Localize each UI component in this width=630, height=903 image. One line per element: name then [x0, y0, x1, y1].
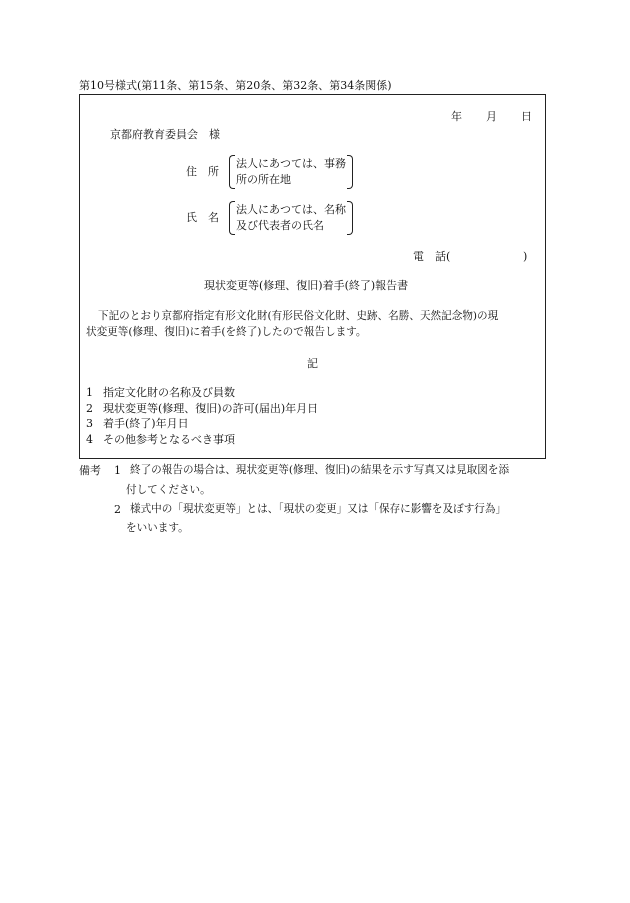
- remark-number: 1: [114, 464, 121, 477]
- ki-heading: 記: [307, 357, 318, 370]
- date-day-label: 日: [521, 110, 532, 123]
- address-label: 住 所: [186, 165, 219, 178]
- item-number: 2: [86, 402, 93, 415]
- date-year-label: 年: [451, 110, 462, 123]
- remarks-label: 備考: [79, 464, 101, 477]
- name-label: 氏 名: [186, 211, 219, 224]
- document-title: 現状変更等(修理、復旧)着手(終了)報告書: [204, 279, 409, 292]
- remark-note2-line1: 様式中の「現状変更等」とは、「現状の変更」又は「保存に影響を及ぼす行為」: [130, 503, 507, 515]
- remark-note1-line1: 終了の報告の場合は、現状変更等(修理、復旧)の結果を示す写真又は見取図を添: [130, 464, 510, 476]
- address-note-line2: 所の所在地: [236, 173, 291, 186]
- address-note-line1: 法人にあつては、事務: [236, 157, 346, 170]
- item-text: 現状変更等(修理、復旧)の許可(届出)年月日: [103, 402, 319, 415]
- item-number: 3: [86, 417, 93, 430]
- item-text: その他参考となるべき事項: [103, 433, 235, 446]
- body-line1: 下記のとおり京都府指定有形文化財(有形民俗文化財、史跡、名勝、天然記念物)の現: [98, 310, 499, 322]
- item-number: 4: [86, 433, 93, 446]
- item-number: 1: [86, 386, 93, 399]
- form-number: 第10号様式(第11条、第15条、第20条、第32条、第34条関係): [79, 79, 392, 92]
- item-text: 着手(終了)年月日: [103, 417, 189, 430]
- address-bracket-left: [229, 155, 235, 189]
- remark-note1-line2: 付してください。: [126, 484, 211, 496]
- name-note-line1: 法人にあつては、名称: [236, 203, 346, 216]
- name-bracket-left: [229, 201, 235, 235]
- address-bracket-right: [347, 155, 353, 189]
- addressee: 京都府教育委員会 様: [110, 128, 220, 141]
- phone-close-paren: ): [523, 250, 528, 263]
- body-line2: 状変更等(修理、復旧)に着手(を終了)したので報告します。: [86, 326, 367, 338]
- date-month-label: 月: [486, 110, 497, 123]
- name-bracket-right: [347, 201, 353, 235]
- name-note-line2: 及び代表者の氏名: [236, 219, 324, 232]
- phone-label: 電 話(: [413, 250, 451, 263]
- remark-note2-line2: をいいます。: [126, 522, 189, 534]
- remark-number: 2: [114, 503, 121, 516]
- item-text: 指定文化財の名称及び員数: [103, 386, 235, 399]
